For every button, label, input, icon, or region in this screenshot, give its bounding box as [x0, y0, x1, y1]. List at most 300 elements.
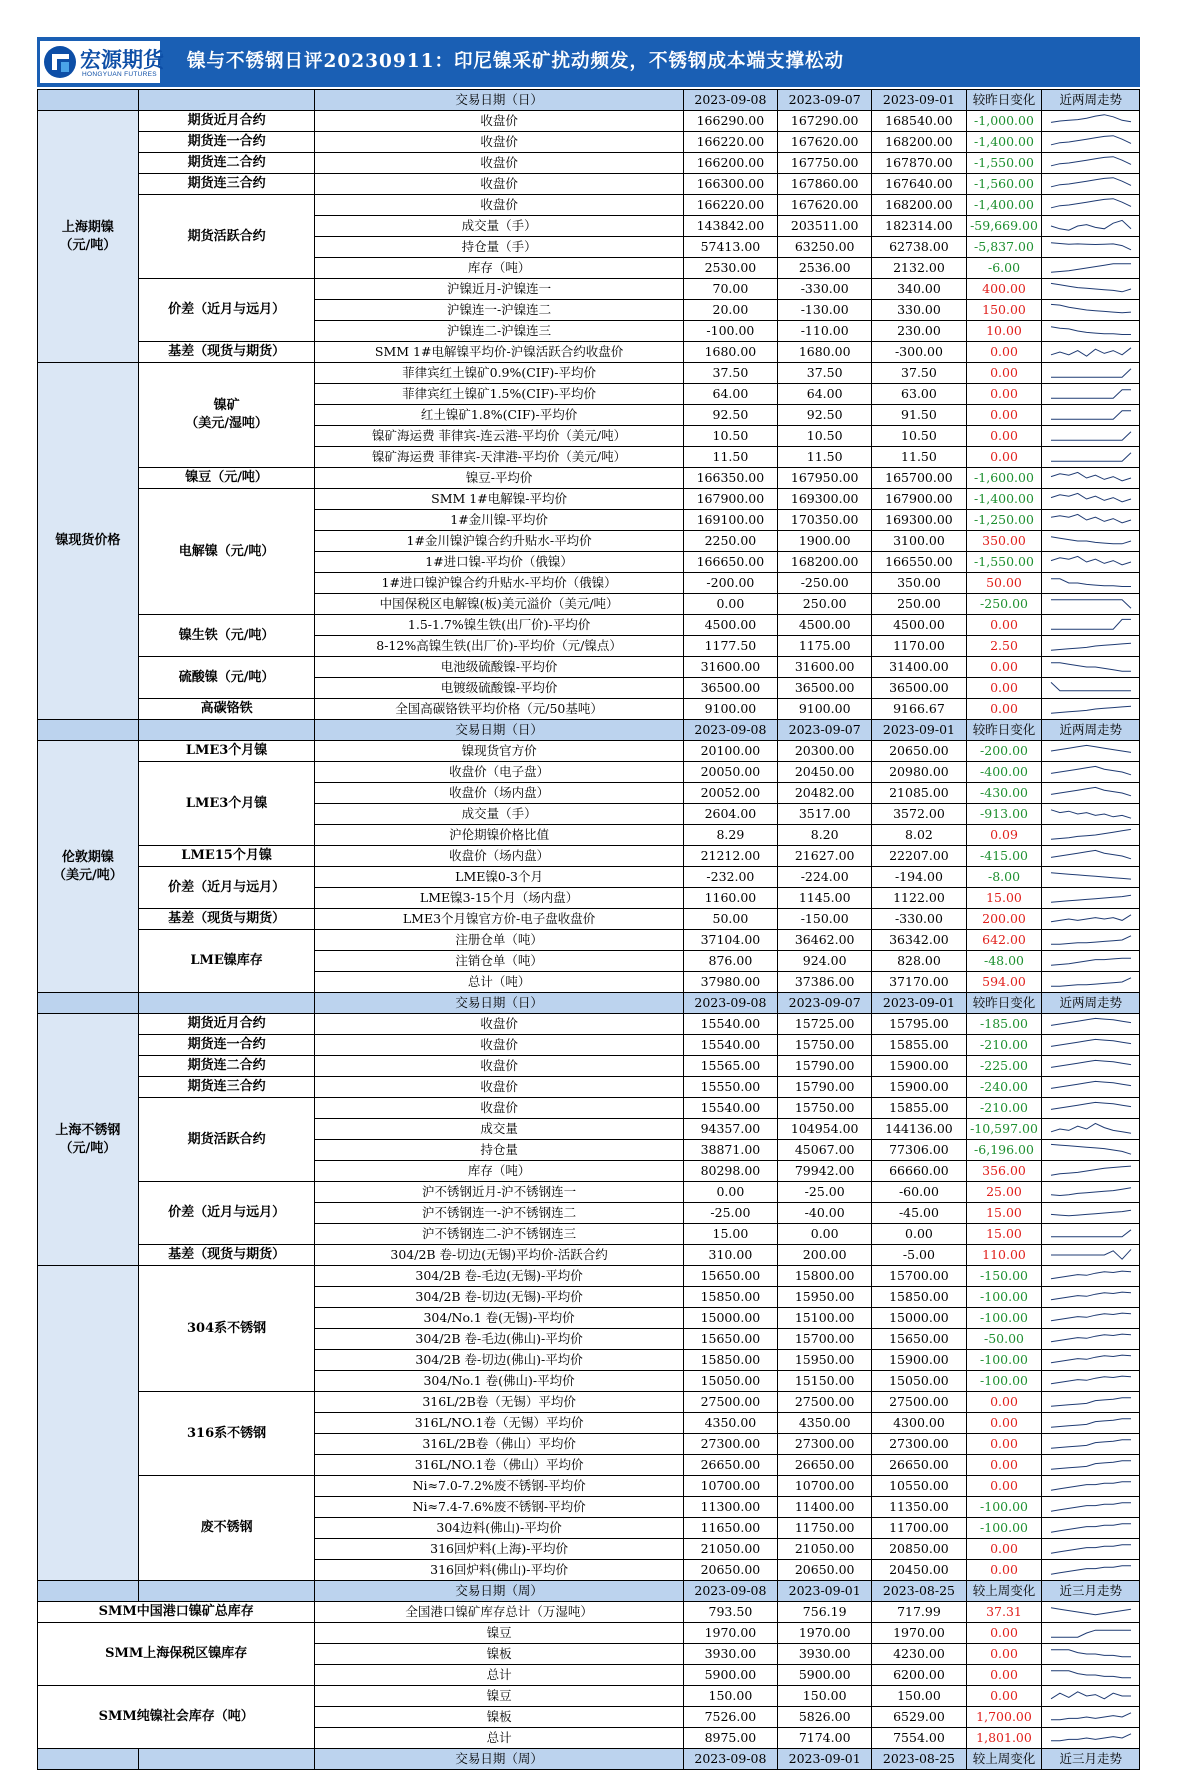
value-cell: 26650.00	[683, 1455, 777, 1476]
change-value: -100.00	[966, 1350, 1042, 1371]
sparkline-line	[1051, 1650, 1131, 1657]
trend-sparkline	[1047, 763, 1135, 781]
group-label: LME镍库存	[138, 930, 315, 993]
table-row	[38, 1014, 1140, 1035]
change-value: -50.00	[966, 1329, 1042, 1350]
value-cell: 15950.00	[778, 1287, 872, 1308]
group-label: 基差（现货与期货）	[138, 342, 315, 363]
value-cell: -300.00	[872, 342, 966, 363]
sparkline-line	[1051, 1081, 1131, 1088]
sparkline-line	[1051, 663, 1131, 671]
value-cell: -100.00	[683, 321, 777, 342]
value-cell: 20980.00	[872, 762, 966, 783]
indicator-name: 中国保税区电解镍(板)美元溢价（美元/吨）	[315, 594, 683, 615]
sparkline-line	[1051, 348, 1131, 356]
value-cell: -25.00	[778, 1182, 872, 1203]
sparkline-line	[1051, 1210, 1131, 1216]
column-header: 较昨日变化	[966, 90, 1042, 111]
value-cell: 4230.00	[872, 1644, 966, 1665]
change-value: 350.00	[966, 531, 1042, 552]
indicator-name: 316L/NO.1卷（无锡）平均价	[315, 1413, 683, 1434]
value-cell: 21050.00	[778, 1539, 872, 1560]
table-row	[38, 615, 1140, 636]
trend-sparkline	[1047, 154, 1135, 172]
header-blank	[138, 993, 315, 1014]
group-label: 期货近月合约	[138, 1014, 315, 1035]
change-value: -240.00	[966, 1077, 1042, 1098]
value-cell: 0.00	[872, 1224, 966, 1245]
change-value: -1,550.00	[966, 153, 1042, 174]
value-cell: 150.00	[872, 1686, 966, 1707]
column-header: 2023-09-01	[872, 90, 966, 111]
value-cell: 15900.00	[872, 1350, 966, 1371]
header-blank	[38, 1749, 139, 1770]
indicator-name: LME镍3-15个月（场内盘）	[315, 888, 683, 909]
value-cell: 37980.00	[683, 972, 777, 993]
sparkline-line	[1051, 178, 1131, 187]
table-row	[38, 909, 1140, 930]
sparkline-cell	[1042, 615, 1140, 636]
change-value: 0.00	[966, 1434, 1042, 1455]
group-label: 期货连三合约	[138, 1077, 315, 1098]
column-header: 交易日期（日）	[315, 90, 683, 111]
value-cell: -250.00	[778, 573, 872, 594]
value-cell: 11.50	[683, 447, 777, 468]
column-header: 近两周走势	[1042, 993, 1140, 1014]
value-cell: 15550.00	[683, 1077, 777, 1098]
value-cell: 7554.00	[872, 1728, 966, 1749]
sparkline-line	[1051, 1461, 1131, 1469]
table-row	[38, 741, 1140, 762]
value-cell: 37.50	[778, 363, 872, 384]
value-cell: 8975.00	[683, 1728, 777, 1749]
value-cell: 70.00	[683, 279, 777, 300]
sparkline-line	[1051, 600, 1131, 608]
change-value: -100.00	[966, 1518, 1042, 1539]
sparkline-line	[1051, 873, 1131, 879]
section-header-row	[38, 993, 1140, 1014]
value-cell: 4350.00	[683, 1413, 777, 1434]
group-label: 期货连二合约	[138, 1056, 315, 1077]
sparkline-cell	[1042, 1665, 1140, 1686]
indicator-name: 收盘价	[315, 132, 683, 153]
value-cell: 77306.00	[872, 1140, 966, 1161]
indicator-name: 收盘价	[315, 153, 683, 174]
sparkline-line	[1051, 895, 1131, 902]
sparkline-cell	[1042, 321, 1140, 342]
change-value: 0.00	[966, 1392, 1042, 1413]
value-cell: 168540.00	[872, 111, 966, 132]
column-header: 2023-09-08	[683, 90, 777, 111]
sparkline-line	[1051, 787, 1131, 795]
sparkline-line	[1051, 243, 1131, 250]
value-cell: 6529.00	[872, 1707, 966, 1728]
value-cell: 66660.00	[872, 1161, 966, 1182]
value-cell: 20650.00	[872, 741, 966, 762]
sparkline-line	[1051, 1249, 1131, 1259]
category-label: 上海期镍 （元/吨）	[38, 111, 139, 363]
value-cell: 15.00	[683, 1224, 777, 1245]
sparkline-line	[1051, 1692, 1131, 1699]
value-cell: 330.00	[872, 300, 966, 321]
group-label: 价差（近月与远月）	[138, 279, 315, 342]
sparkline-line	[1051, 850, 1131, 858]
value-cell: 20450.00	[872, 1560, 966, 1581]
value-cell: -25.00	[683, 1203, 777, 1224]
sparkline-cell	[1042, 783, 1140, 804]
value-cell: 170350.00	[778, 510, 872, 531]
indicator-name: 收盘价（场内盘）	[315, 846, 683, 867]
change-value: -210.00	[966, 1098, 1042, 1119]
change-value: -1,400.00	[966, 195, 1042, 216]
table-row	[38, 1077, 1140, 1098]
sparkline-line	[1051, 1039, 1131, 1046]
column-header: 2023-09-01	[778, 1581, 872, 1602]
trend-sparkline	[1047, 1624, 1135, 1642]
value-cell: 8.20	[778, 825, 872, 846]
value-cell: 167750.00	[778, 153, 872, 174]
sparkline-cell	[1042, 342, 1140, 363]
change-value: 0.00	[966, 657, 1042, 678]
sparkline-line	[1051, 706, 1131, 713]
value-cell: 15100.00	[778, 1308, 872, 1329]
indicator-name: 总计（吨）	[315, 972, 683, 993]
indicator-name: LME3个月镍官方价-电子盘收盘价	[315, 909, 683, 930]
indicator-name: 收盘价	[315, 1014, 683, 1035]
indicator-name: 收盘价（电子盘）	[315, 762, 683, 783]
trend-sparkline	[1047, 616, 1135, 634]
value-cell: 27500.00	[778, 1392, 872, 1413]
value-cell: 166650.00	[683, 552, 777, 573]
value-cell: 8.29	[683, 825, 777, 846]
indicator-name: 1#进口镍-平均价（俄镍）	[315, 552, 683, 573]
sparkline-cell	[1042, 489, 1140, 510]
trend-sparkline	[1047, 910, 1135, 928]
indicator-name: 沪不锈钢近月-沪不锈钢连一	[315, 1182, 683, 1203]
value-cell: 15850.00	[683, 1350, 777, 1371]
column-header: 2023-09-07	[778, 720, 872, 741]
trend-sparkline	[1047, 1498, 1135, 1516]
group-label: 基差（现货与期货）	[138, 909, 315, 930]
change-value: 0.00	[966, 699, 1042, 720]
change-value: -59,669.00	[966, 216, 1042, 237]
trend-sparkline	[1047, 259, 1135, 277]
trend-sparkline	[1047, 553, 1135, 571]
sparkline-cell	[1042, 258, 1140, 279]
column-header: 2023-09-07	[778, 90, 872, 111]
value-cell: -45.00	[872, 1203, 966, 1224]
trend-sparkline	[1047, 1561, 1135, 1579]
indicator-name: 菲律宾红土镍矿1.5%(CIF)-平均价	[315, 384, 683, 405]
column-header: 较昨日变化	[966, 720, 1042, 741]
indicator-name: 沪伦期镍价格比值	[315, 825, 683, 846]
trend-sparkline	[1047, 196, 1135, 214]
value-cell: 15790.00	[778, 1077, 872, 1098]
column-header: 较上周变化	[966, 1581, 1042, 1602]
indicator-name: 注销仓单（吨）	[315, 951, 683, 972]
change-value: 0.00	[966, 1686, 1042, 1707]
indicator-name: 304/2B 卷-毛边(无锡)-平均价	[315, 1266, 683, 1287]
change-value: 0.00	[966, 405, 1042, 426]
sparkline-cell	[1042, 363, 1140, 384]
group-label: 电解镍（元/吨）	[138, 489, 315, 615]
trend-sparkline	[1047, 1519, 1135, 1537]
sparkline-line	[1051, 115, 1131, 123]
sparkline-cell	[1042, 1707, 1140, 1728]
change-value: 25.00	[966, 1182, 1042, 1203]
indicator-name: 8-12%高镍生铁(出厂价)-平均价（元/镍点）	[315, 636, 683, 657]
trend-sparkline	[1047, 637, 1135, 655]
trend-sparkline	[1047, 700, 1135, 718]
sparkline-cell	[1042, 1476, 1140, 1497]
trend-sparkline	[1047, 1267, 1135, 1285]
sparkline-line	[1051, 1713, 1131, 1720]
value-cell: 15650.00	[683, 1266, 777, 1287]
trend-sparkline	[1047, 1540, 1135, 1558]
value-cell: 15750.00	[778, 1098, 872, 1119]
value-cell: 1970.00	[683, 1623, 777, 1644]
sparkline-line	[1051, 915, 1131, 922]
value-cell: 11.50	[872, 447, 966, 468]
sparkline-line	[1051, 556, 1131, 564]
table-row	[38, 846, 1140, 867]
value-cell: 2250.00	[683, 531, 777, 552]
value-cell: 5900.00	[778, 1665, 872, 1686]
header-blank	[138, 90, 315, 111]
column-header: 交易日期（日）	[315, 720, 683, 741]
value-cell: 11400.00	[778, 1497, 872, 1518]
sparkline-line	[1051, 1102, 1131, 1109]
value-cell: 5826.00	[778, 1707, 872, 1728]
sparkline-cell	[1042, 153, 1140, 174]
value-cell: 20650.00	[683, 1560, 777, 1581]
value-cell: 15900.00	[872, 1077, 966, 1098]
value-cell: 167950.00	[778, 468, 872, 489]
change-value: 15.00	[966, 1203, 1042, 1224]
change-value: 0.00	[966, 1560, 1042, 1581]
group-label: SMM中国港口镍矿总库存	[38, 1602, 315, 1623]
trend-sparkline	[1047, 490, 1135, 508]
change-value: -150.00	[966, 1266, 1042, 1287]
sparkline-line	[1051, 1313, 1131, 1321]
indicator-name: 1#金川镍-平均价	[315, 510, 683, 531]
group-label: 基差（现货与期货）	[138, 1245, 315, 1266]
value-cell: 167900.00	[872, 489, 966, 510]
value-cell: -5.00	[872, 1245, 966, 1266]
change-value: 400.00	[966, 279, 1042, 300]
sparkline-cell	[1042, 573, 1140, 594]
change-value: 594.00	[966, 972, 1042, 993]
sparkline-cell	[1042, 1560, 1140, 1581]
value-cell: 63250.00	[778, 237, 872, 258]
value-cell: -110.00	[778, 321, 872, 342]
trend-sparkline	[1047, 1288, 1135, 1306]
indicator-name: 收盘价	[315, 111, 683, 132]
sparkline-cell	[1042, 888, 1140, 909]
sparkline-line	[1051, 643, 1131, 650]
sparkline-cell	[1042, 1728, 1140, 1749]
table-row	[38, 468, 1140, 489]
value-cell: 94357.00	[683, 1119, 777, 1140]
sparkline-cell	[1042, 594, 1140, 615]
indicator-name: 304/No.1 卷(无锡)-平均价	[315, 1308, 683, 1329]
value-cell: 20300.00	[778, 741, 872, 762]
table-row	[38, 1686, 1140, 1707]
indicator-name: 电镀级硫酸镍-平均价	[315, 678, 683, 699]
indicator-name: 红土镍矿1.8%(CIF)-平均价	[315, 405, 683, 426]
value-cell: 8.02	[872, 825, 966, 846]
sparkline-cell	[1042, 972, 1140, 993]
sparkline-line	[1051, 1630, 1131, 1637]
column-header: 2023-09-01	[872, 720, 966, 741]
value-cell: 10700.00	[778, 1476, 872, 1497]
trend-sparkline	[1047, 931, 1135, 949]
sparkline-cell	[1042, 762, 1140, 783]
indicator-name: 成交量	[315, 1119, 683, 1140]
value-cell: 168200.00	[872, 195, 966, 216]
sparkline-line	[1051, 493, 1131, 501]
indicator-name: 304/2B 卷-切边(无锡)-平均价	[315, 1287, 683, 1308]
value-cell: 11350.00	[872, 1497, 966, 1518]
sparkline-cell	[1042, 1203, 1140, 1224]
header-blank	[38, 720, 139, 741]
change-value: 1,700.00	[966, 1707, 1042, 1728]
change-value: -100.00	[966, 1497, 1042, 1518]
group-label: 价差（近月与远月）	[138, 867, 315, 909]
sparkline-line	[1051, 766, 1131, 774]
change-value: 110.00	[966, 1245, 1042, 1266]
value-cell: 3517.00	[778, 804, 872, 825]
trend-sparkline	[1047, 847, 1135, 865]
value-cell: 793.50	[683, 1602, 777, 1623]
value-cell: 91.50	[872, 405, 966, 426]
value-cell: 20650.00	[778, 1560, 872, 1581]
indicator-name: 沪不锈钢连一-沪不锈钢连二	[315, 1203, 683, 1224]
value-cell: 15795.00	[872, 1014, 966, 1035]
value-cell: 15700.00	[872, 1266, 966, 1287]
sparkline-line	[1051, 936, 1131, 944]
trend-sparkline	[1047, 1351, 1135, 1369]
change-value: 0.00	[966, 1623, 1042, 1644]
value-cell: 1970.00	[778, 1623, 872, 1644]
trend-sparkline	[1047, 574, 1135, 592]
value-cell: 4500.00	[778, 615, 872, 636]
trend-sparkline	[1047, 658, 1135, 676]
value-cell: 167290.00	[778, 111, 872, 132]
indicator-name: 镍板	[315, 1707, 683, 1728]
indicator-name: 总计	[315, 1665, 683, 1686]
sparkline-line	[1051, 1144, 1131, 1154]
group-label: SMM纯镍社会库存（吨）	[38, 1686, 315, 1749]
change-value: 200.00	[966, 909, 1042, 930]
value-cell: 250.00	[778, 594, 872, 615]
sparkline-cell	[1042, 699, 1140, 720]
value-cell: 15540.00	[683, 1035, 777, 1056]
sparkline-cell	[1042, 1119, 1140, 1140]
value-cell: 169100.00	[683, 510, 777, 531]
price-table	[37, 89, 1140, 1770]
trend-sparkline	[1047, 1666, 1135, 1684]
change-value: 0.00	[966, 1665, 1042, 1686]
value-cell: 9166.67	[872, 699, 966, 720]
value-cell: 38871.00	[683, 1140, 777, 1161]
change-value: -1,600.00	[966, 468, 1042, 489]
sparkline-cell	[1042, 741, 1140, 762]
sparkline-cell	[1042, 804, 1140, 825]
value-cell: 310.00	[683, 1245, 777, 1266]
indicator-name: 全国港口镍矿库存总计（万湿吨）	[315, 1602, 683, 1623]
sparkline-cell	[1042, 1077, 1140, 1098]
header-blank	[38, 993, 139, 1014]
trend-sparkline	[1047, 238, 1135, 256]
trend-sparkline	[1047, 1204, 1135, 1222]
value-cell: 36342.00	[872, 930, 966, 951]
trend-sparkline	[1047, 1645, 1135, 1663]
sparkline-line	[1051, 199, 1131, 208]
sparkline-cell	[1042, 1014, 1140, 1035]
sparkline-cell	[1042, 552, 1140, 573]
sparkline-line	[1051, 1671, 1131, 1678]
trend-sparkline	[1047, 175, 1135, 193]
trend-sparkline	[1047, 511, 1135, 529]
sparkline-cell	[1042, 1350, 1140, 1371]
sparkline-cell	[1042, 1245, 1140, 1266]
change-value: 0.00	[966, 1455, 1042, 1476]
value-cell: 21050.00	[683, 1539, 777, 1560]
trend-sparkline	[1047, 826, 1135, 844]
column-header: 2023-08-25	[872, 1749, 966, 1770]
sparkline-line	[1051, 1608, 1131, 1615]
column-header: 2023-08-25	[872, 1581, 966, 1602]
trend-sparkline	[1047, 889, 1135, 907]
change-value: -1,560.00	[966, 174, 1042, 195]
change-value: -48.00	[966, 951, 1042, 972]
value-cell: 92.50	[683, 405, 777, 426]
value-cell: 168200.00	[872, 132, 966, 153]
change-value: 0.00	[966, 447, 1042, 468]
group-label: 期货活跃合约	[138, 1098, 315, 1182]
indicator-name: 收盘价	[315, 1098, 683, 1119]
value-cell: 21212.00	[683, 846, 777, 867]
indicator-name: 持仓量（手）	[315, 237, 683, 258]
sparkline-cell	[1042, 132, 1140, 153]
indicator-name: 316回炉料(佛山)-平均价	[315, 1560, 683, 1581]
value-cell: 36462.00	[778, 930, 872, 951]
column-header: 交易日期（周）	[315, 1749, 683, 1770]
change-value: 0.00	[966, 615, 1042, 636]
logo-emblem-icon	[43, 44, 77, 80]
indicator-name: SMM 1#电解镍平均价-沪镍活跃合约收盘价	[315, 342, 683, 363]
value-cell: 64.00	[683, 384, 777, 405]
table-row	[38, 279, 1140, 300]
change-value: -210.00	[966, 1035, 1042, 1056]
table-row	[38, 174, 1140, 195]
sparkline-line	[1051, 136, 1131, 145]
change-value: -250.00	[966, 594, 1042, 615]
value-cell: 0.00	[683, 594, 777, 615]
change-value: 356.00	[966, 1161, 1042, 1182]
trend-sparkline	[1047, 1414, 1135, 1432]
table-row	[38, 930, 1140, 951]
value-cell: 7526.00	[683, 1707, 777, 1728]
sparkline-cell	[1042, 510, 1140, 531]
report-title: 镍与不锈钢日评20230911：印尼镍采矿扰动频发，不锈钢成本端支撑松动	[187, 51, 844, 72]
table-row	[38, 699, 1140, 720]
change-value: -1,000.00	[966, 111, 1042, 132]
group-label: 镍豆（元/吨）	[138, 468, 315, 489]
value-cell: 20.00	[683, 300, 777, 321]
sparkline-line	[1051, 1292, 1131, 1300]
